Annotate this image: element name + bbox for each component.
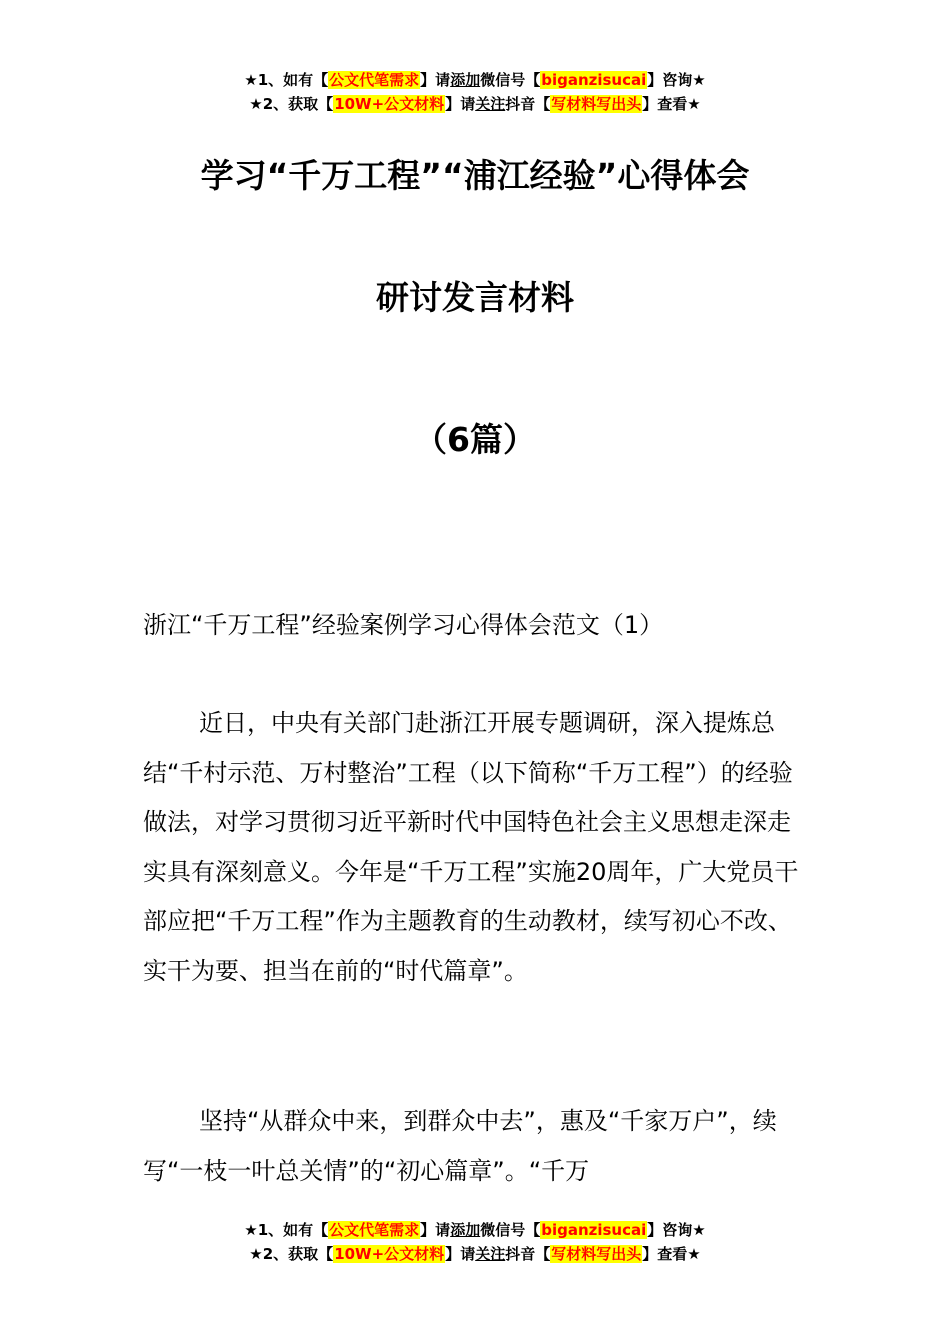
highlight-ghostwriting: 公文代笔需求 xyxy=(329,71,420,89)
banner-line-1 xyxy=(0,1218,950,1242)
banner-text: 】请 xyxy=(420,1221,451,1239)
banner-text: 】查看★ xyxy=(642,95,701,113)
body-paragraph-2: 坚持“从群众中来，到群众中去”，惠及“千家万户”，续写“一枝一叶总关情”的“初心篇章”。“千万 xyxy=(143,1107,777,1185)
body-paragraph-1: 近日，中央有关部门赴浙江开展专题调研，深入提炼总结“千村示范、万村整治”工程（以下简称“千万工程”）的经验做法，对学习贯彻习近平新时代中国特色社会主义思想走深走实具有深刻意义。今年是“千万工程”实施20周年，广大党员干部应把“千万工程”作为主题教育的生动教材，续写初心不改、实干为要、担当在前的“时代篇章”。 xyxy=(143,709,799,985)
highlight-wechat-id: biganzisucai xyxy=(541,1221,647,1239)
underlined-text: 添加 xyxy=(450,1221,481,1239)
banner-text: 抖音【 xyxy=(505,95,551,113)
highlight-douyin-account: 写材料写出头 xyxy=(551,1245,642,1263)
underlined-text: 关注 xyxy=(475,95,506,113)
banner-text: 】请 xyxy=(420,71,451,89)
underlined-text: 添加 xyxy=(450,71,481,89)
banner-text: ★1、如有【 xyxy=(244,1221,329,1239)
highlight-wechat-id: biganzisucai xyxy=(541,71,647,89)
document-title-count: （6篇） xyxy=(414,420,536,459)
banner-text: 抖音【 xyxy=(505,1245,551,1263)
banner-text: 】请 xyxy=(445,95,476,113)
highlight-materials: 10W+公文材料 xyxy=(334,95,445,113)
document-title: 学习“千万工程”“浦江经验”心得体会 xyxy=(200,156,750,195)
banner-text: ★2、获取【 xyxy=(249,1245,334,1263)
banner-text: 微信号【 xyxy=(480,1221,541,1239)
banner-text: 微信号【 xyxy=(480,71,541,89)
banner-line-1 xyxy=(0,68,950,92)
banner-text: ★1、如有【 xyxy=(244,71,329,89)
banner-line-2 xyxy=(0,1242,950,1266)
highlight-materials: 10W+公文材料 xyxy=(334,1245,445,1263)
footer-banner xyxy=(0,1218,950,1266)
banner-text: 】咨询★ xyxy=(647,1221,706,1239)
highlight-douyin-account: 写材料写出头 xyxy=(551,95,642,113)
banner-text: 】请 xyxy=(445,1245,476,1263)
header-banner xyxy=(0,68,950,116)
banner-text: ★2、获取【 xyxy=(249,95,334,113)
document-title-line-2: 研讨发言材料 xyxy=(376,278,574,317)
banner-text: 】咨询★ xyxy=(647,71,706,89)
underlined-text: 关注 xyxy=(475,1245,506,1263)
banner-text: 】查看★ xyxy=(642,1245,701,1263)
section-heading: 浙江“千万工程”经验案例学习心得体会范文（1） xyxy=(143,611,664,639)
highlight-ghostwriting: 公文代笔需求 xyxy=(329,1221,420,1239)
banner-line-2 xyxy=(0,92,950,116)
